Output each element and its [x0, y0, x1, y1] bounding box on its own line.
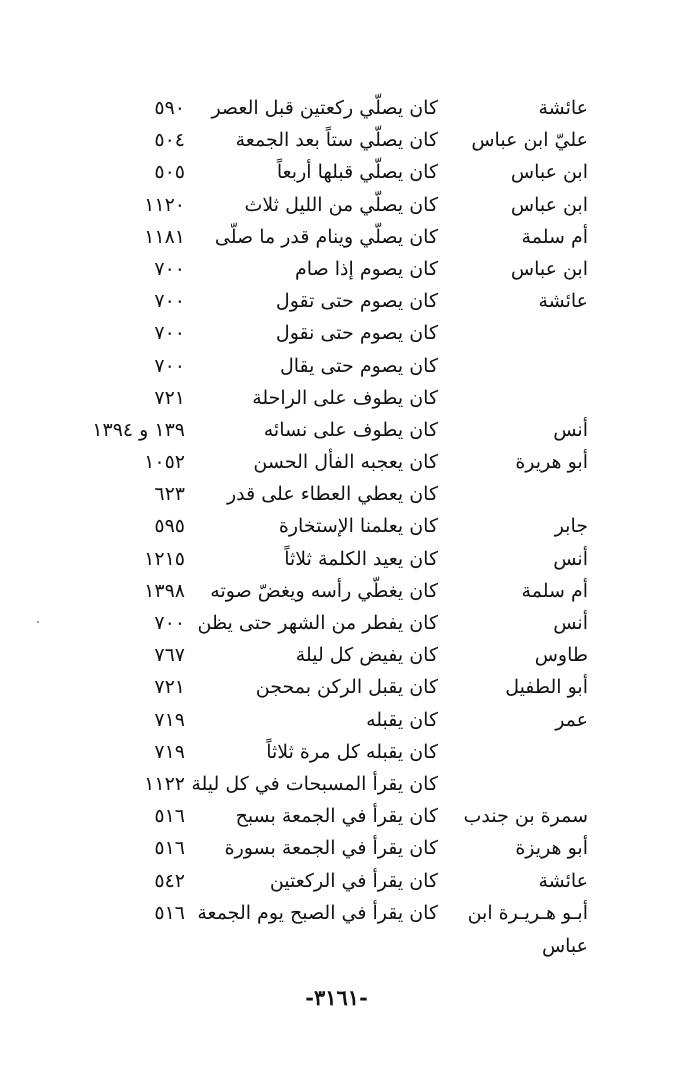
narrator-name: أبو هريزة [515, 837, 588, 860]
narrator-name: أبو الطفيل [505, 676, 588, 699]
hadith-incipit: كان يقبله كل مرة ثلاثاً [266, 740, 438, 763]
index-row [0, 832, 673, 864]
hadith-incipit: كان يفيض كل ليلة [295, 644, 438, 667]
index-row [0, 92, 673, 124]
hadith-reference-number: ٥٩٠ [154, 97, 185, 119]
narrator-name: أم سلمة [521, 579, 588, 602]
hadith-incipit: كان يصلّي ركعتين قبل العصر [211, 97, 438, 119]
index-row [0, 510, 673, 542]
hadith-incipit: كان يعيد الكلمة ثلاثاً [284, 547, 438, 570]
hadith-incipit: كان يطوف على نسائه [263, 418, 438, 441]
index-row [0, 189, 673, 221]
hadith-incipit: كان يقرأ في الركعتين [269, 869, 438, 892]
index-row [0, 414, 673, 446]
hadith-incipit: كان يقبله [366, 708, 438, 731]
hadith-incipit: كان يغطّي رأسه ويغضّ صوته [210, 579, 438, 602]
hadith-reference-number: ٧٠٠ [154, 612, 185, 634]
hadith-reference-number: ٧٢١ [154, 386, 185, 409]
hadith-reference-number: ١٣٩ و ١٣٩٤ [92, 418, 185, 441]
hadith-incipit: كان يعطي العطاء على قدر [226, 483, 438, 506]
hadith-incipit: كان يعجبه الفأل الحسن [253, 451, 438, 474]
index-row [0, 478, 673, 510]
hadith-reference-number: ٥١٦ [154, 837, 185, 860]
hadith-index-list [0, 92, 673, 929]
narrator-name: أبو هريرة [515, 451, 588, 474]
index-row [0, 865, 673, 897]
index-row [0, 704, 673, 736]
narrator-name: أم سلمة [521, 225, 588, 248]
index-row [0, 382, 673, 414]
hadith-reference-number: ١٣٩٨ [144, 579, 185, 602]
hadith-reference-number: ٧٢١ [154, 676, 185, 699]
hadith-reference-number: ٥٩٥ [154, 515, 185, 538]
index-row [0, 736, 673, 768]
narrator-name: عليّ ابن عباس [471, 129, 588, 152]
index-row [0, 768, 673, 800]
narrator-name: عائشة [538, 97, 588, 119]
narrator-name: سمرة بن جندب [463, 805, 588, 828]
hadith-reference-number: ٥٠٤ [154, 129, 185, 152]
hadith-reference-number: ٥٠٥ [154, 161, 185, 184]
hadith-incipit: كان يفطر من الشهر حتى يظن [197, 612, 438, 634]
hadith-incipit: كان يقرأ المسبحات في كل ليلة [191, 772, 438, 795]
narrator-name: عمر [555, 708, 588, 731]
hadith-reference-number: ١١٢٠ [144, 193, 185, 216]
hadith-reference-number: ٧٦٧ [154, 644, 185, 667]
narrator-name: أنس [553, 612, 588, 634]
hadith-incipit: كان يقرأ في الجمعة بسبح [235, 805, 438, 828]
index-row [0, 897, 673, 929]
index-row [0, 671, 673, 703]
hadith-incipit: كان يصلّي قبلها أربعاً [276, 161, 438, 184]
hadith-reference-number: ٦٢٣ [154, 483, 185, 506]
narrator-name: جابر [554, 515, 588, 538]
hadith-reference-number: ٥١٦ [154, 901, 185, 924]
hadith-reference-number: ١٢١٥ [144, 547, 185, 570]
index-row [0, 253, 673, 285]
hadith-reference-number: ٧١٩ [154, 708, 185, 731]
narrator-continuation: عباس [541, 935, 588, 957]
hadith-incipit: كان يقرأ في الجمعة بسورة [224, 837, 438, 860]
hadith-reference-number: ١١٨١ [144, 225, 185, 248]
hadith-incipit: كان يقرأ في الصبح يوم الجمعة [197, 901, 438, 924]
index-row [0, 156, 673, 188]
hadith-incipit: كان يصوم إذا صام [295, 257, 438, 280]
index-row [0, 317, 673, 349]
hadith-incipit: كان يطوف على الراحلة [252, 386, 438, 409]
hadith-incipit: كان يعلمنا الإستخارة [278, 515, 438, 538]
index-row [0, 124, 673, 156]
narrator-name: عائشة [538, 290, 588, 313]
hadith-incipit: كان يصلّي وينام قدر ما صلّى [214, 225, 438, 248]
index-row [0, 800, 673, 832]
hadith-reference-number: ٥١٦ [154, 805, 185, 828]
narrator-name: عائشة [538, 869, 588, 892]
narrator-name: ابن عباس [510, 193, 588, 216]
index-row [0, 639, 673, 671]
hadith-reference-number: ٧٠٠ [154, 290, 185, 313]
hadith-incipit: كان يصلّي ستاً بعد الجمعة [235, 129, 438, 152]
narrator-name: ابن عباس [510, 161, 588, 184]
hadith-incipit: كان يصلّي من الليل ثلاث [244, 193, 438, 216]
hadith-reference-number: ٧٠٠ [154, 257, 185, 280]
narrator-name: ابن عباس [510, 257, 588, 280]
narrator-name: طاوس [534, 644, 588, 667]
narrator-name: أنس [553, 547, 588, 570]
hadith-incipit: كان يصوم حتى نقول [275, 322, 438, 345]
hadith-incipit: كان يصوم حتى تقول [275, 290, 438, 313]
hadith-reference-number: ٧٠٠ [154, 354, 185, 377]
hadith-reference-number: ٧١٩ [154, 740, 185, 763]
hadith-incipit: كان يصوم حتى يقال [279, 354, 438, 377]
index-row [0, 221, 673, 253]
narrator-name: أنس [553, 418, 588, 441]
hadith-reference-number: ٧٠٠ [154, 322, 185, 345]
hadith-reference-number: ١٠٥٢ [144, 451, 185, 474]
stray-mark [37, 621, 39, 623]
index-row [0, 446, 673, 478]
index-row [0, 607, 673, 639]
hadith-reference-number: ١١٢٢ [144, 772, 185, 795]
index-row [0, 285, 673, 317]
page-number: -٣١٦١- [305, 985, 368, 1010]
index-row [0, 543, 673, 575]
index-row [0, 575, 673, 607]
narrator-name: أبـو هـريـرة ابن [467, 901, 588, 924]
hadith-reference-number: ٥٤٢ [154, 869, 185, 892]
hadith-incipit: كان يقبل الركن بمحجن [255, 676, 438, 699]
index-row [0, 350, 673, 382]
